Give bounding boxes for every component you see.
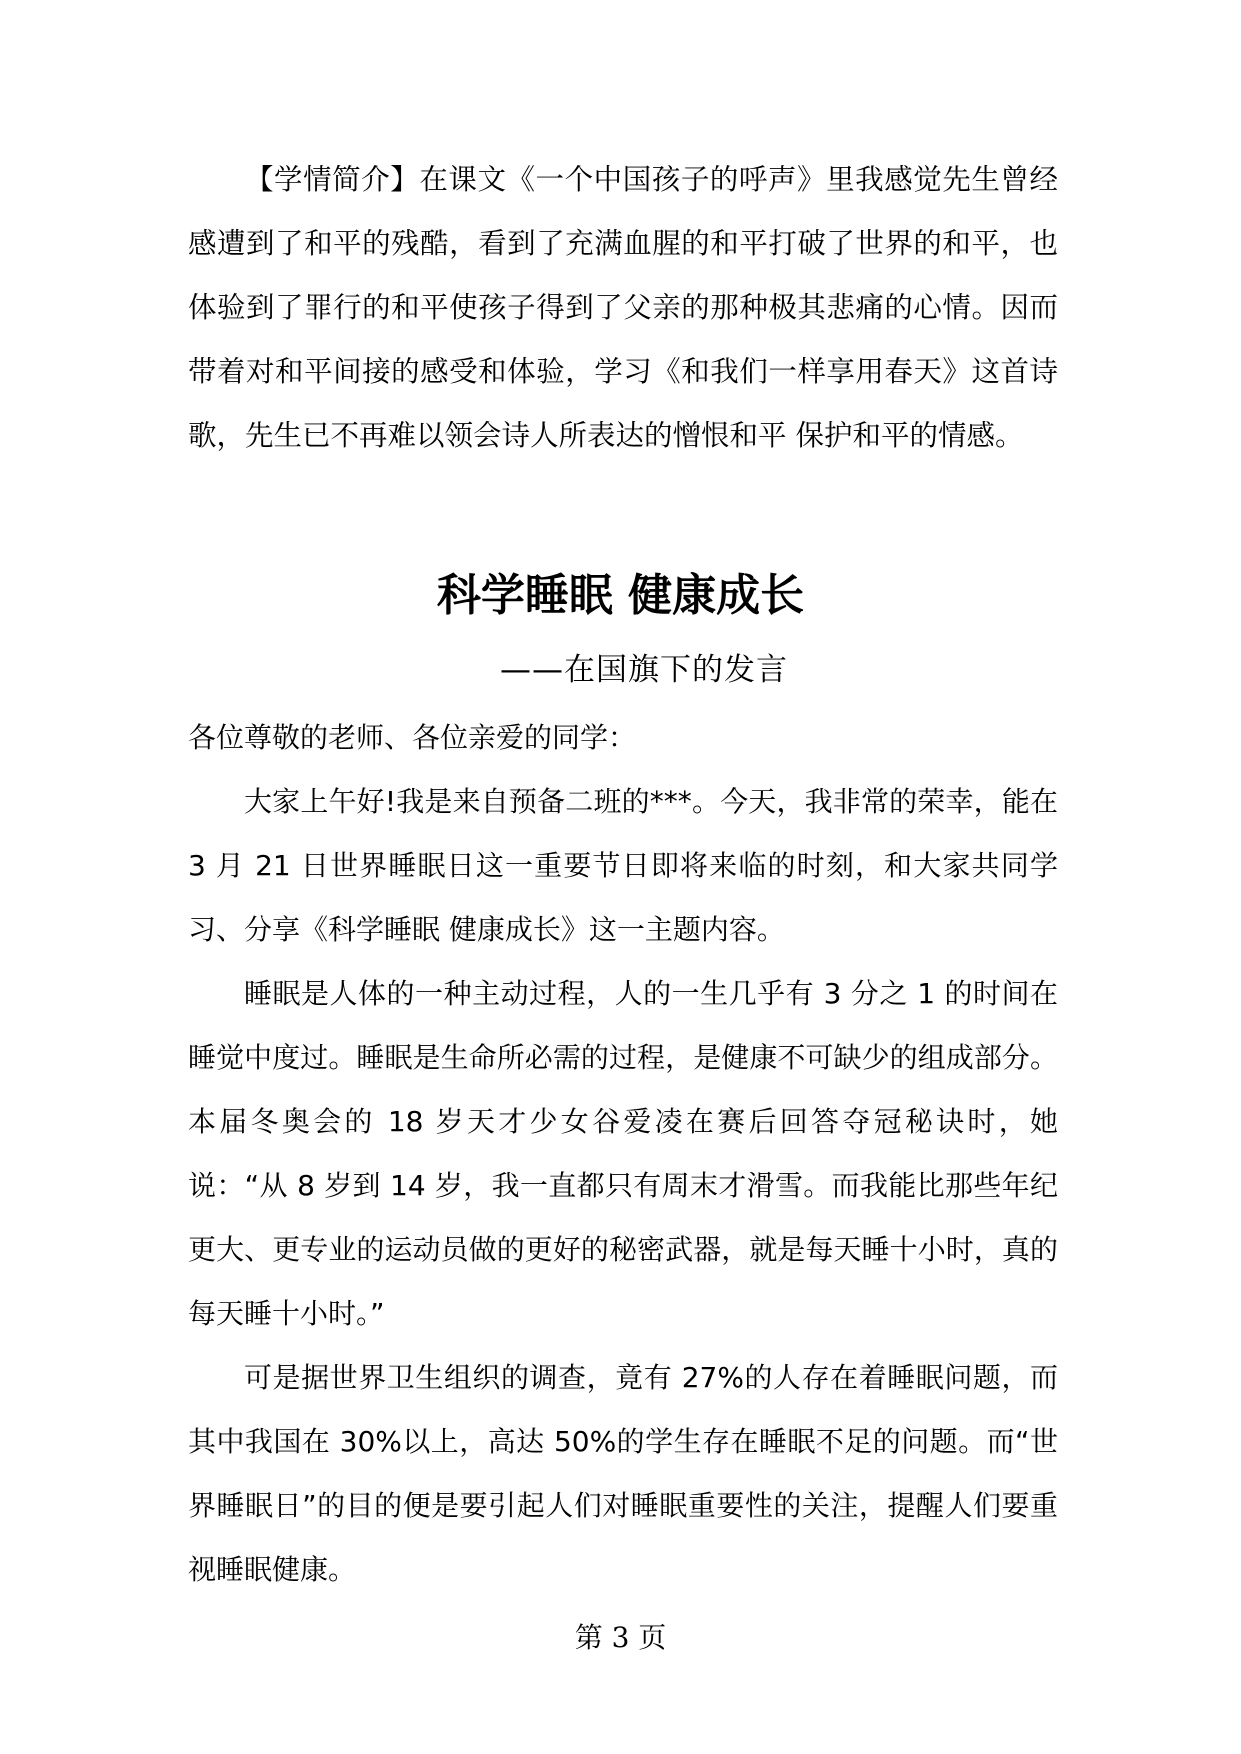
intro-paragraph: 【学情简介】在课文《一个中国孩子的呼声》里我感觉先生曾经感遭到了和平的残酷，看到了充满血腥的和平打破了世界的和平，也体验到了罪行的和平使孩子得到了父亲的那种极其悲痛的心情。因而带着对和平间接的感受和体验，学习《和我们一样享用春天》这首诗歌，先生已不再难以领会诗人所表达的憎恨和平 保护和平的情感。 — [188, 163, 1058, 452]
speech-subtitle: ——在国旗下的发言 — [500, 652, 788, 688]
speech-paragraph-1: 大家上午好!我是来自预备二班的***。今天，我非常的荣幸，能在 3 月 21 日世界睡眠日这一重要节日即将来临的时刻，和大家共同学习、分享《科学睡眠 健康成长》这一主题内容。 — [188, 785, 1058, 946]
speech-title: 科学睡眠 健康成长 — [436, 570, 805, 621]
page-number: 第 3 页 — [574, 1621, 667, 1654]
speech-body — [188, 706, 1058, 1602]
salutation: 各位尊敬的老师、各位亲爱的同学： — [188, 721, 637, 754]
speech-paragraph-3: 可是据世界卫生组织的调查，竟有 27%的人存在着睡眠问题，而其中我国在 30%以上，高达 50%的学生存在睡眠不足的问题。而“世界睡眠日”的目的便是要引起人们对睡眠重要性的关注，提醒人们要重视睡眠健康。 — [188, 1361, 1058, 1586]
speech-paragraph-2: 睡眠是人体的一种主动过程，人的一生几乎有 3 分之 1 的时间在睡觉中度过。睡眠是生命所必需的过程，是健康不可缺少的组成部分。本届冬奥会的 18 岁天才少女谷爱凌在赛后回答夺冠秘诀时，她说：“从 8 岁到 14 岁，我一直都只有周末才滑雪。而我能比那些年纪更大、更专业的运动员做的更好的秘密武器，就是每天睡十小时，真的每天睡十小时。” — [188, 977, 1058, 1330]
